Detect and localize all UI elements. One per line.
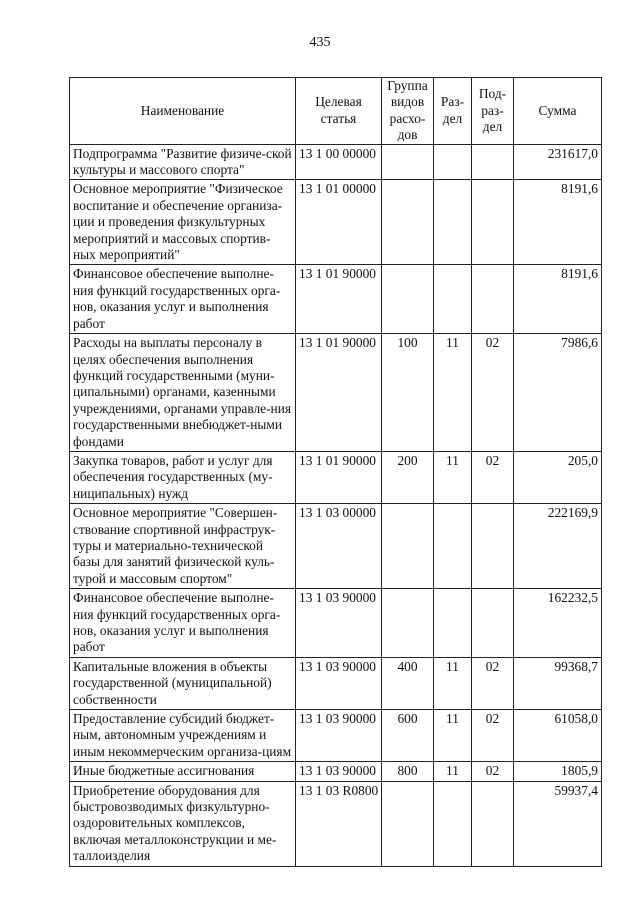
row-name: Иные бюджетные ассигнования	[70, 762, 296, 781]
row-target: 13 1 03 R0800	[296, 781, 382, 866]
row-target: 13 1 01 90000	[296, 265, 382, 334]
row-subsection	[472, 144, 514, 180]
table-row	[70, 265, 602, 334]
row-target: 13 1 03 00000	[296, 504, 382, 589]
row-subsection	[472, 589, 514, 658]
header-name: Наименование	[70, 78, 296, 145]
row-subsection	[472, 781, 514, 866]
row-name: Подпрограмма "Развитие физиче-ской культуры и массового спорта"	[70, 144, 296, 180]
row-section	[434, 781, 472, 866]
row-group	[382, 180, 434, 265]
row-name: Основное мероприятие "Совершен-ствование спортивной инфраструк-туры и материально-технической базы для занятий физической куль-турой и массовым спортом"	[70, 504, 296, 589]
row-subsection: 02	[472, 710, 514, 762]
row-sum: 222169,9	[514, 504, 602, 589]
row-sum: 205,0	[514, 451, 602, 503]
row-sum: 8191,6	[514, 180, 602, 265]
row-group: 200	[382, 451, 434, 503]
row-target: 13 1 03 90000	[296, 589, 382, 658]
row-group	[382, 144, 434, 180]
table-row	[70, 762, 602, 781]
row-name: Финансовое обеспечение выполне-ния функций государственных орга-нов, оказания услуг и выполнения работ	[70, 589, 296, 658]
header-section: Раз-дел	[434, 78, 472, 145]
row-name: Закупка товаров, работ и услуг для обеспечения государственных (му-ниципальных) нужд	[70, 451, 296, 503]
header-group: Группа видов расхо-дов	[382, 78, 434, 145]
row-sum: 1805,9	[514, 762, 602, 781]
table-row	[70, 589, 602, 658]
row-group	[382, 589, 434, 658]
row-subsection: 02	[472, 451, 514, 503]
row-section: 11	[434, 451, 472, 503]
row-section	[434, 504, 472, 589]
table-row	[70, 144, 602, 180]
row-section	[434, 144, 472, 180]
row-section	[434, 180, 472, 265]
row-name: Предоставление субсидий бюджет-ным, автономным учреждениям и иным некоммерческим организа-циям	[70, 710, 296, 762]
row-group: 800	[382, 762, 434, 781]
table-row	[70, 451, 602, 503]
row-sum: 99368,7	[514, 657, 602, 709]
row-sum: 162232,5	[514, 589, 602, 658]
row-target: 13 1 00 00000	[296, 144, 382, 180]
row-subsection	[472, 180, 514, 265]
table-row	[70, 504, 602, 589]
row-name: Финансовое обеспечение выполне-ния функций государственных орга-нов, оказания услуг и выполнения работ	[70, 265, 296, 334]
row-subsection	[472, 504, 514, 589]
row-target: 13 1 03 90000	[296, 657, 382, 709]
budget-table	[69, 77, 602, 867]
row-sum: 61058,0	[514, 710, 602, 762]
row-section: 11	[434, 657, 472, 709]
row-sum: 231617,0	[514, 144, 602, 180]
row-subsection: 02	[472, 334, 514, 452]
row-section: 11	[434, 710, 472, 762]
row-name: Расходы на выплаты персоналу в целях обеспечения выполнения функций государственными (муни-ципальными) органами, казенными учреждениями, органами управле-ния государственными внебюджет-ными фондами	[70, 334, 296, 452]
page-number: 435	[309, 35, 331, 50]
row-section	[434, 589, 472, 658]
row-name: Приобретение оборудования для быстровозводимых физкультурно-оздоровительных комплексов, включая металлоконструкции и ме-таллоизделия	[70, 781, 296, 866]
table-row	[70, 657, 602, 709]
row-subsection	[472, 265, 514, 334]
table-body	[70, 144, 602, 866]
header-target: Целевая статья	[296, 78, 382, 145]
table-row	[70, 180, 602, 265]
row-group: 400	[382, 657, 434, 709]
row-section	[434, 265, 472, 334]
row-sum: 59937,4	[514, 781, 602, 866]
table-row	[70, 710, 602, 762]
row-section: 11	[434, 762, 472, 781]
row-group	[382, 781, 434, 866]
row-group	[382, 504, 434, 589]
row-target: 13 1 01 00000	[296, 180, 382, 265]
row-name: Основное мероприятие "Физическое воспитание и обеспечение организа-ции и проведения физкультурных мероприятий и массовых спортив-ных мероприятий"	[70, 180, 296, 265]
row-target: 13 1 03 90000	[296, 710, 382, 762]
row-target: 13 1 03 90000	[296, 762, 382, 781]
row-target: 13 1 01 90000	[296, 334, 382, 452]
row-name: Капитальные вложения в объекты государственной (муниципальной) собственности	[70, 657, 296, 709]
row-subsection: 02	[472, 762, 514, 781]
row-section: 11	[434, 334, 472, 452]
table-row	[70, 781, 602, 866]
row-group: 600	[382, 710, 434, 762]
header-subsection: Под-раз-дел	[472, 78, 514, 145]
row-group: 100	[382, 334, 434, 452]
row-subsection: 02	[472, 657, 514, 709]
row-target: 13 1 01 90000	[296, 451, 382, 503]
header-sum: Сумма	[514, 78, 602, 145]
row-sum: 7986,6	[514, 334, 602, 452]
row-group	[382, 265, 434, 334]
table-row	[70, 334, 602, 452]
table-header	[70, 78, 602, 145]
row-sum: 8191,6	[514, 265, 602, 334]
